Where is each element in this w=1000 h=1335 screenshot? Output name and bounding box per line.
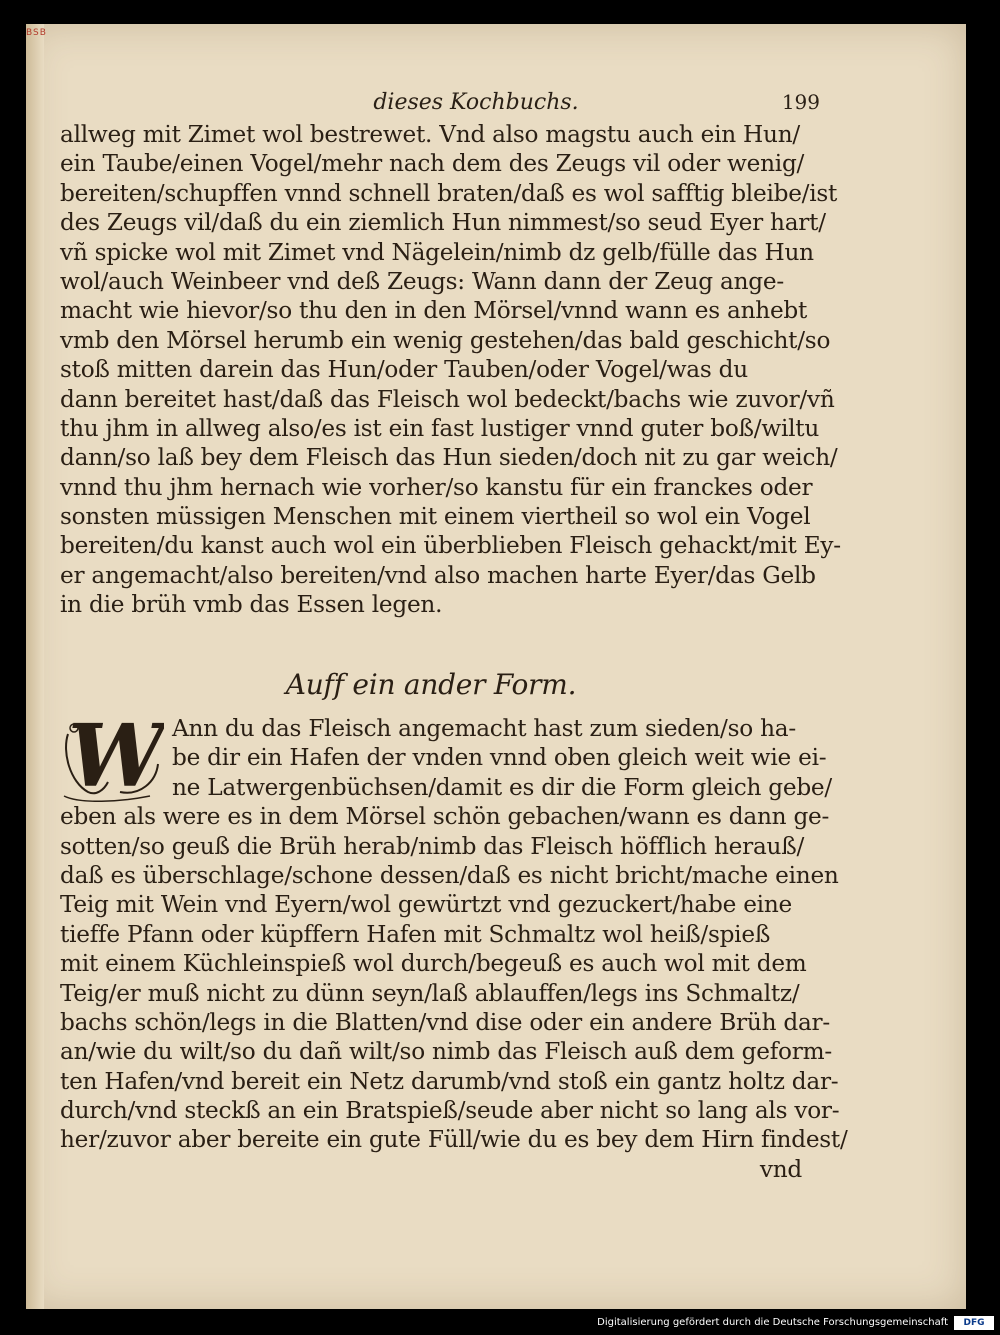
text-line: bereiten/schupffen vnnd schnell braten/daß es wol safftig bleibe/ist xyxy=(60,179,838,207)
text-line: Teig mit Wein vnd Eyern/wol gewürtzt vnd gezuckert/habe eine xyxy=(60,891,792,919)
text-line: allweg mit Zimet wol bestrewet. Vnd also magstu auch ein Hun/ xyxy=(60,121,800,148)
page-number: 199 xyxy=(781,90,820,114)
dropcap-ornament xyxy=(60,712,164,802)
text-line: vmb den Mörsel herumb ein wenig gestehen/das bald geschicht/so xyxy=(60,326,831,354)
text-line: vñ spicke wol mit Zimet vnd Nägelein/nimb dz gelb/fülle das Hun xyxy=(60,238,814,266)
page-gutter xyxy=(26,24,44,1309)
text-line: vnnd thu jhm hernach wie vorher/so kanstu für ein franckes oder xyxy=(60,473,813,501)
text-line: an/wie du wilt/so du dañ wilt/so nimb das Fleisch auß dem geform- xyxy=(60,1038,832,1066)
text-line: bereiten/du kanst auch wol ein überblieben Fleisch gehackt/mit Ey- xyxy=(60,532,841,560)
dropcap-letter: W xyxy=(68,712,164,802)
library-corner-mark: BSB xyxy=(26,28,47,38)
text-line: ten Hafen/vnd bereit ein Netz darumb/vnd stoß ein gantz holtz dar- xyxy=(60,1067,839,1095)
text-line: mit einem Küchleinspieß wol durch/begeuß es auch wol mit dem xyxy=(60,950,807,978)
running-head: dieses Kochbuchs. xyxy=(373,90,579,115)
text-line: eben als were es in dem Mörsel schön gebachen/wann es dann ge- xyxy=(60,803,830,831)
text-line: in die brüh vmb das Essen legen. xyxy=(60,591,443,619)
text-line: sonsten müssigen Menschen mit einem viertheil so wol ein Vogel xyxy=(60,503,811,531)
book-page xyxy=(26,24,966,1309)
catchword: vnd xyxy=(759,1155,802,1183)
paragraph-1 xyxy=(60,120,841,620)
text-line: bachs schön/legs in die Blatten/vnd dise oder ein andere Brüh dar- xyxy=(60,1008,830,1036)
text-line: thu jhm in allweg also/es ist ein fast lustiger vnnd guter boß/wiltu xyxy=(60,414,820,442)
text-line: durch/vnd steckß an ein Bratspieß/seude aber nicht so lang als vor- xyxy=(60,1097,840,1125)
text-line: her/zuvor aber bereite ein gute Füll/wie du es bey dem Hirn findest/ xyxy=(60,1126,848,1154)
text-line: sotten/so geuß die Brüh herab/nimb das Fleisch höfflich herauß/ xyxy=(60,832,805,860)
text-line: dann bereitet hast/daß das Fleisch wol bedeckt/bachs wie zuvor/vñ xyxy=(60,385,835,413)
section-heading: Auff ein ander Form. xyxy=(285,668,577,701)
funding-notice: Digitalisierung gefördert durch die Deutsche Forschungsgemeinschaft xyxy=(597,1317,948,1328)
text-line: er angemacht/also bereiten/vnd also machen harte Eyer/das Gelb xyxy=(60,561,816,589)
text-line: dann/so laß bey dem Fleisch das Hun sieden/doch nit zu gar weich/ xyxy=(60,444,838,472)
text-line: macht wie hievor/so thu den in den Mörsel/vnnd wann es anhebt xyxy=(60,297,808,325)
text-line: stoß mitten darein das Hun/oder Tauben/oder Vogel/was du xyxy=(60,356,748,384)
text-line: tieffe Pfann oder küpffern Hafen mit Schmaltz wol heiß/spieß xyxy=(60,920,771,948)
footer-bar xyxy=(0,1313,1000,1335)
text-line: ein Taube/einen Vogel/mehr nach dem des Zeugs vil oder wenig/ xyxy=(60,150,805,178)
text-line: Teig/er muß nicht zu dünn seyn/laß ablauffen/legs ins Schmaltz/ xyxy=(60,979,800,1007)
text-line: daß es überschlage/schone dessen/daß es nicht bricht/mache einen xyxy=(60,861,839,889)
text-line: be dir ein Hafen der vnden vnnd oben gleich weit wie ei- xyxy=(172,744,827,772)
text-line: des Zeugs vil/daß du ein ziemlich Hun nimmest/so seud Eyer hart/ xyxy=(60,209,826,237)
paragraph-2 xyxy=(60,712,848,1184)
text-line: wol/auch Weinbeer vnd deß Zeugs: Wann dann der Zeug ange- xyxy=(60,267,784,295)
body-text xyxy=(60,120,848,1183)
dfg-logo-icon: DFG xyxy=(954,1316,994,1330)
text-line: Ann du das Fleisch angemacht hast zum sieden/so ha- xyxy=(172,715,796,742)
text-line: ne Latwergenbüchsen/damit es dir die Form gleich gebe/ xyxy=(172,773,832,801)
